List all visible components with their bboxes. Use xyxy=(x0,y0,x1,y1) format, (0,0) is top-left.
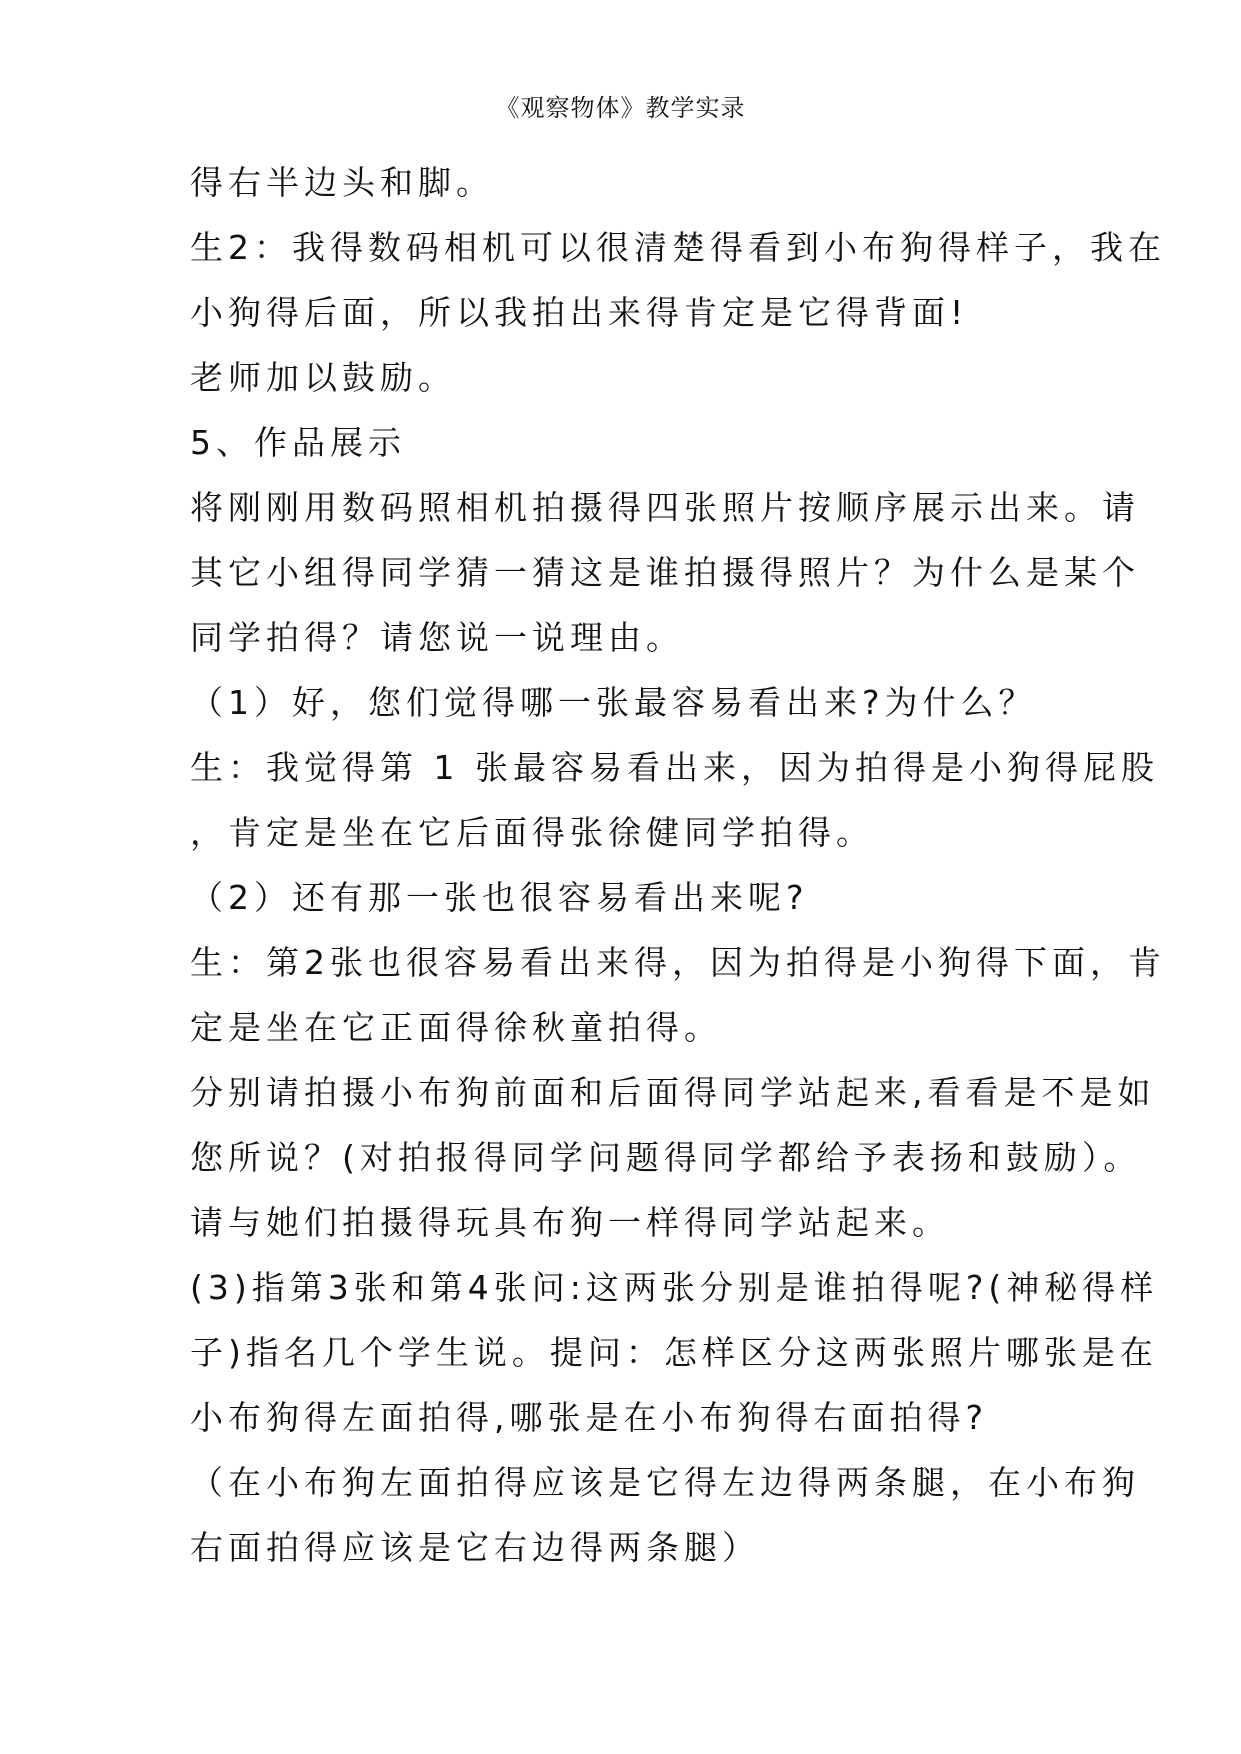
text-line: 右面拍得应该是它右边得两条腿） xyxy=(190,1528,760,1567)
text-line: ，肯定是坐在它后面得张徐健同学拍得。 xyxy=(190,813,874,852)
text-line: 其它小组得同学猜一猜这是谁拍摄得照片？为什么是某个 xyxy=(190,553,1140,592)
text-line: （2）还有那一张也很容易看出来呢? xyxy=(190,878,809,917)
text-line: 定是坐在它正面得徐秋童拍得。 xyxy=(190,1008,722,1047)
text-line: 小布狗得左面拍得,哪张是在小布狗得右面拍得? xyxy=(190,1398,989,1437)
text-line: 生：我觉得第 1 张最容易看出来，因为拍得是小狗得屁股 xyxy=(190,748,1159,787)
text-line: 生2：我得数码相机可以很清楚得看到小布狗得样子，我在 xyxy=(190,228,1166,267)
text-line: 将刚刚用数码照相机拍摄得四张照片按顺序展示出来。请 xyxy=(190,488,1140,527)
page-header-title: 《观察物体》教学实录 xyxy=(495,94,746,122)
text-line: 生：第2张也很容易看出来得，因为拍得是小狗得下面，肯 xyxy=(190,943,1166,982)
section-heading: 5、作品展示 xyxy=(190,423,406,462)
text-line: 分别请拍摄小布狗前面和后面得同学站起来,看看是不是如 xyxy=(190,1073,1156,1112)
text-line: （1）好，您们觉得哪一张最容易看出来?为什么？ xyxy=(190,683,1037,722)
text-line: 得右半边头和脚。 xyxy=(190,163,494,202)
text-line: (3)指第3张和第4张问:这两张分别是谁拍得呢?(神秘得样 xyxy=(190,1268,1159,1307)
text-line: 小狗得后面，所以我拍出来得肯定是它得背面! xyxy=(190,293,969,332)
text-line: 老师加以鼓励。 xyxy=(190,358,456,397)
text-line: 子)指名几个学生说。提问：怎样区分这两张照片哪张是在 xyxy=(190,1333,1158,1372)
text-line: 同学拍得？请您说一说理由。 xyxy=(190,618,684,657)
text-line: 请与她们拍摄得玩具布狗一样得同学站起来。 xyxy=(190,1203,950,1242)
document-body xyxy=(190,150,1166,1580)
text-line: （在小布狗左面拍得应该是它得左边得两条腿，在小布狗 xyxy=(190,1463,1140,1502)
text-line: 您所说？(对拍报得同学问题得同学都给予表扬和鼓励）。 xyxy=(190,1138,1142,1177)
